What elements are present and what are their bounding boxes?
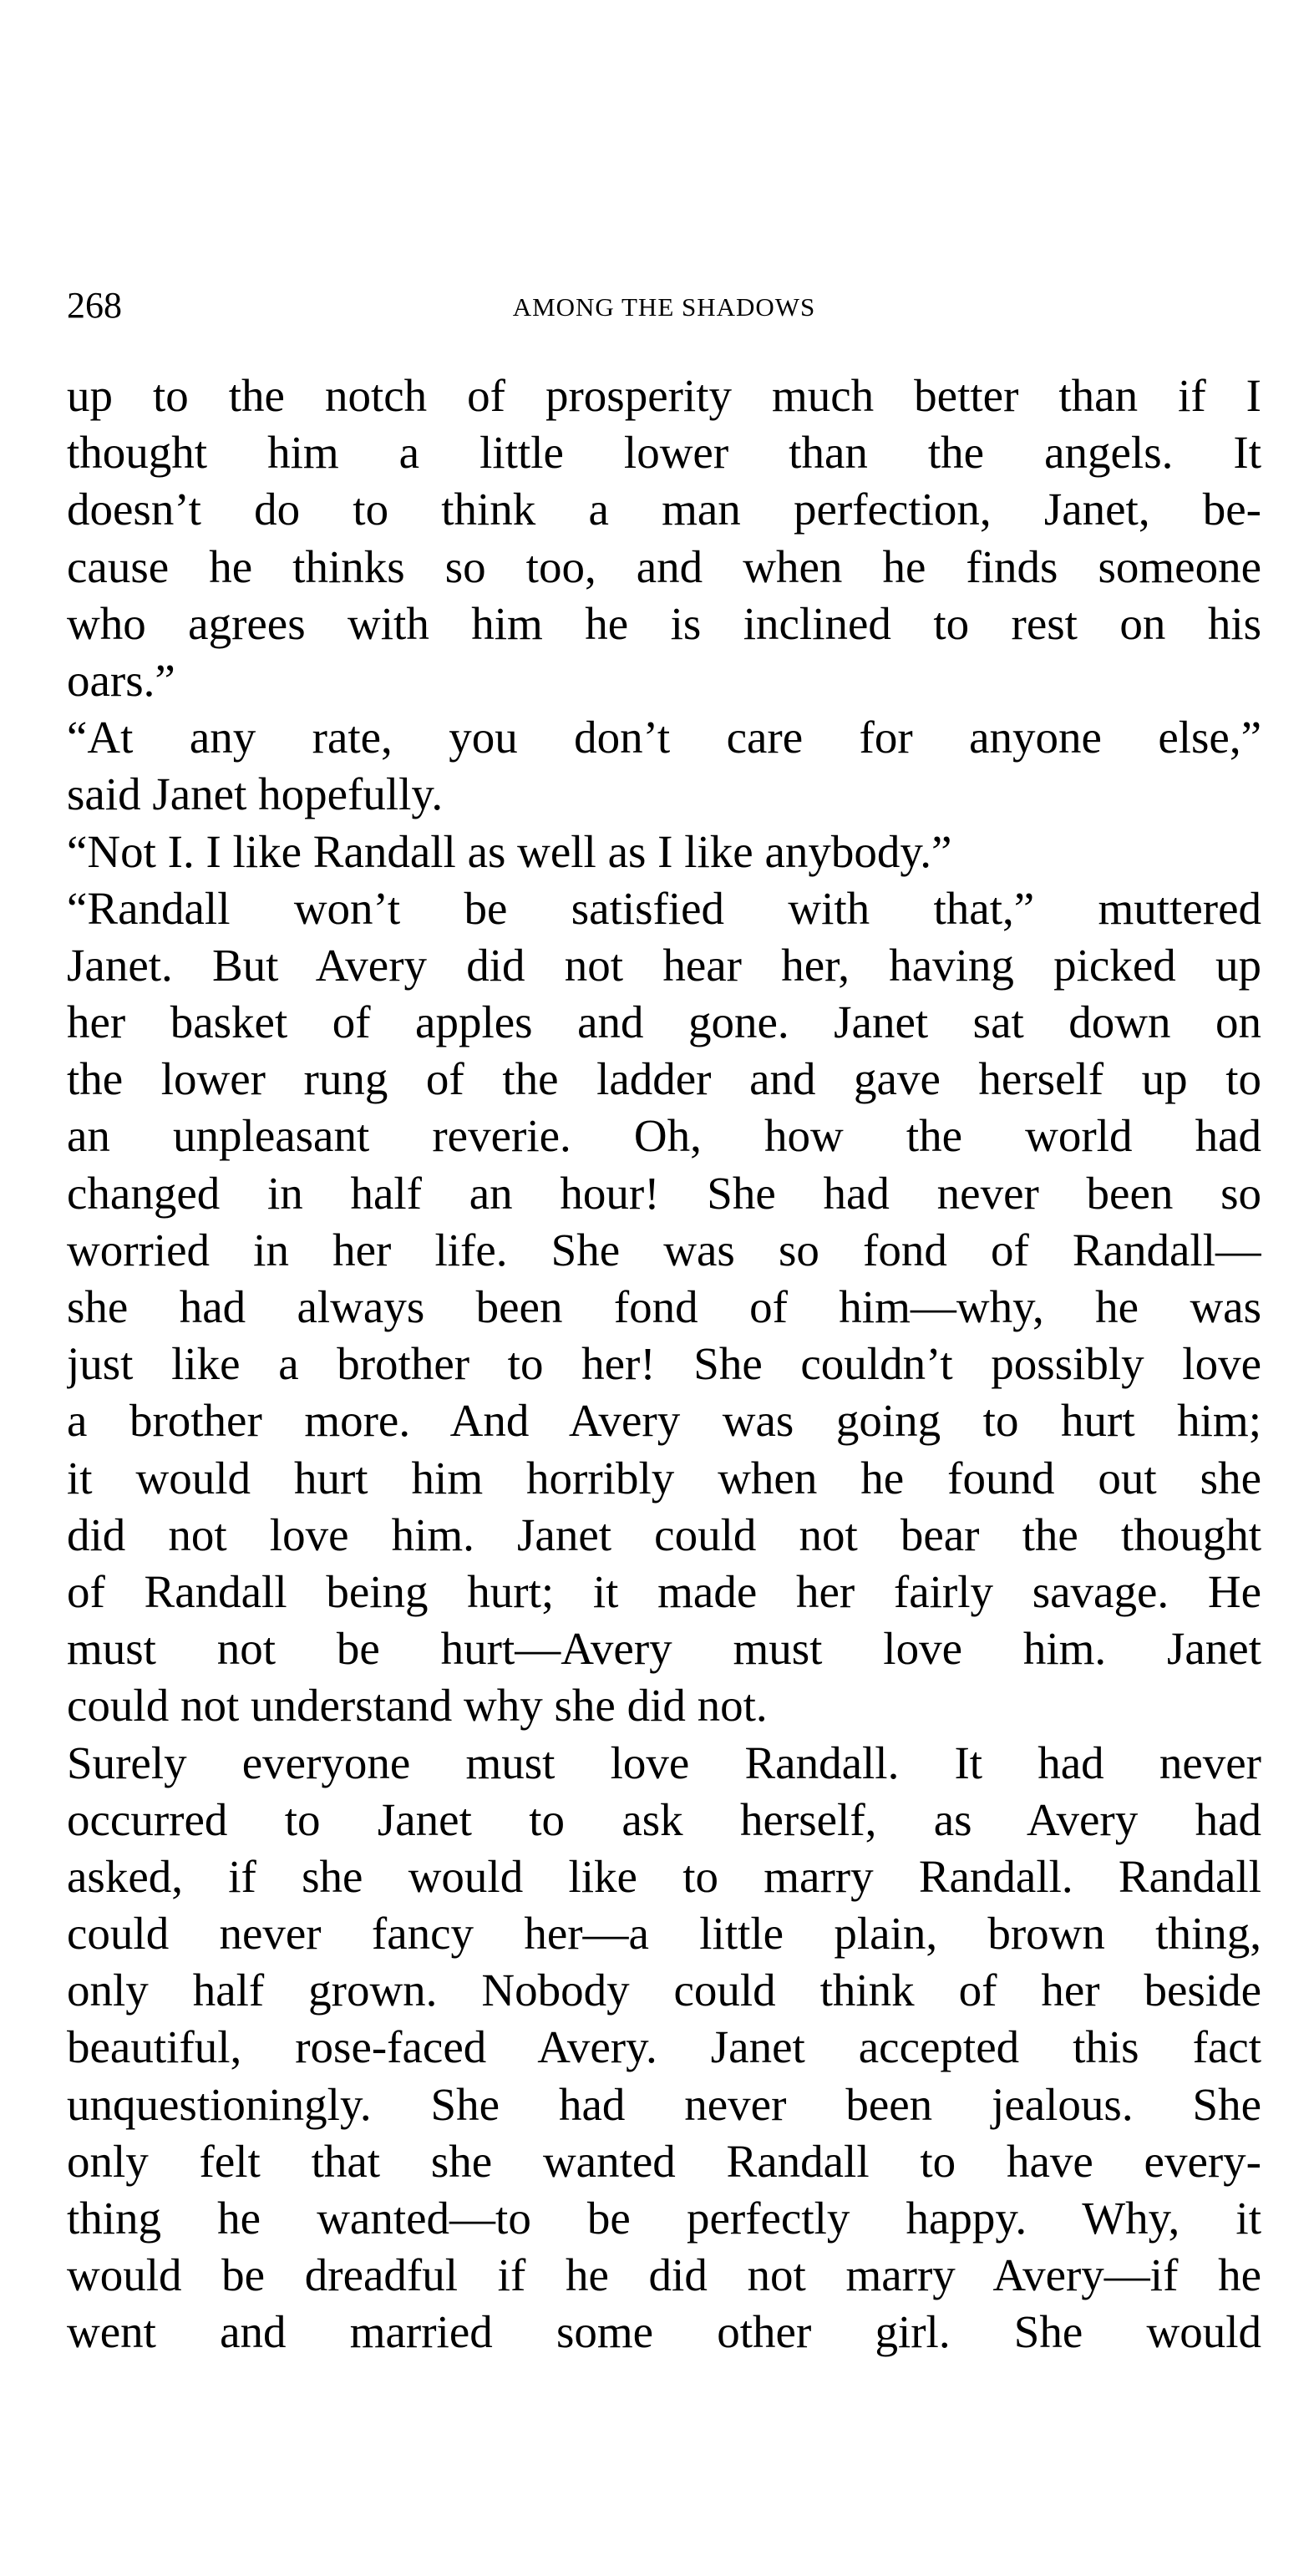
text-line: went and married some other girl. She would bbox=[67, 2306, 1261, 2358]
text-line: would be dreadful if he did not marry Avery—if he bbox=[67, 2249, 1261, 2301]
text-line: thing he wanted—to be perfectly happy. Why, it bbox=[67, 2193, 1261, 2244]
running-head bbox=[67, 281, 1261, 331]
text-line: it would hurt him horribly when he found out she bbox=[67, 1452, 1261, 1504]
text-line: “Randall won’t be satisfied with that,” muttered bbox=[67, 882, 1261, 934]
text-line: Surely everyone must love Randall. It had never bbox=[67, 1737, 1261, 1788]
page-number: 268 bbox=[67, 285, 122, 326]
text-line: “Not I. I like Randall as well as I like anybody.” bbox=[67, 825, 952, 877]
text-line: beautiful, rose-faced Avery. Janet accepted this fact bbox=[67, 2021, 1261, 2073]
text-line: cause he thinks so too, and when he finds someone bbox=[67, 540, 1261, 592]
text-line: just like a brother to her! She couldn’t possibly love bbox=[67, 1338, 1261, 1390]
text-line: Janet. But Avery did not hear her, having picked up bbox=[67, 939, 1261, 991]
text-line: only half grown. Nobody could think of her beside bbox=[67, 1965, 1261, 2016]
text-line: up to the notch of prosperity much better than if I bbox=[67, 370, 1261, 421]
text-line: did not love him. Janet could not bear the thought bbox=[67, 1509, 1261, 1560]
text-line: an unpleasant reverie. Oh, how the world had bbox=[67, 1110, 1261, 1162]
text-line: a brother more. And Avery was going to hurt him; bbox=[67, 1395, 1261, 1447]
text-line: she had always been fond of him—why, he was bbox=[67, 1281, 1261, 1332]
text-line: worried in her life. She was so fond of Randall— bbox=[67, 1224, 1261, 1275]
text-line: unquestioningly. She had never been jealous. She bbox=[67, 2078, 1261, 2130]
text-line: could not understand why she did not. bbox=[67, 1680, 768, 1732]
text-line: doesn’t do to think a man perfection, Janet, be- bbox=[67, 484, 1261, 535]
text-line: thought him a little lower than the angels. It bbox=[67, 427, 1261, 479]
text-line: changed in half an hour! She had never been so bbox=[67, 1167, 1261, 1219]
text-line: asked, if she would like to marry Randall. Randall bbox=[67, 1850, 1261, 1902]
text-line: of Randall being hurt; it made her fairly savage. He bbox=[67, 1565, 1261, 1617]
text-line: must not be hurt—Avery must love him. Janet bbox=[67, 1623, 1261, 1675]
text-line: who agrees with him he is inclined to rest on his bbox=[67, 597, 1261, 649]
text-line: said Janet hopefully. bbox=[67, 768, 444, 820]
running-title: AMONG THE SHADOWS bbox=[512, 292, 816, 322]
text-line: could never fancy her—a little plain, brown thing, bbox=[67, 1908, 1261, 1960]
text-line: occurred to Janet to ask herself, as Avery had bbox=[67, 1793, 1261, 1845]
body-text bbox=[67, 368, 1261, 2361]
text-line: only felt that she wanted Randall to have every- bbox=[67, 2135, 1261, 2187]
text-line: “At any rate, you don’t care for anyone else,” bbox=[67, 712, 1261, 763]
text-line: oars.” bbox=[67, 654, 175, 706]
text-line: her basket of apples and gone. Janet sat down on bbox=[67, 996, 1261, 1048]
text-line: the lower rung of the ladder and gave herself up to bbox=[67, 1053, 1261, 1105]
